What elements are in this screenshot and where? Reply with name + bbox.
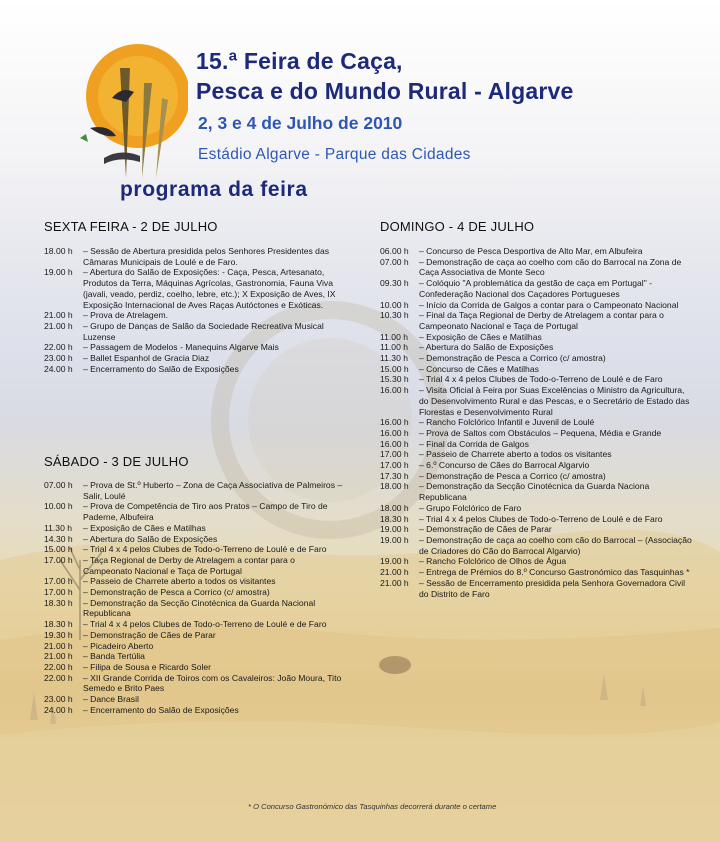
event-venue: Estádio Algarve - Parque das Cidades (198, 146, 471, 163)
event-row (380, 439, 692, 450)
event-time: 21.00 h (380, 577, 409, 588)
event-description: – Entrega de Prémios do 8.º Concurso Gastronómico das Tasquinhas * (419, 567, 690, 578)
event-description: – Grupo Folclórico de Faro (419, 502, 522, 513)
event-row (380, 417, 692, 428)
event-description: – Prova de St.º Huberto – Zona de Caça Associativa de Palmeiros – Salir, Loulé (83, 480, 343, 501)
event-row (44, 576, 344, 587)
event-time: 17.00 h (380, 449, 409, 460)
event-row (44, 598, 344, 619)
friday-heading: SEXTA FEIRA - 2 DE JULHO (44, 219, 218, 234)
event-row (44, 501, 344, 522)
event-row (380, 524, 692, 535)
event-row (44, 651, 344, 662)
event-time: 18.30 h (380, 513, 409, 524)
event-time: 16.00 h (380, 427, 409, 438)
event-description: – Demonstração de Pesca a Corrico (c/ amostra) (419, 353, 606, 364)
event-time: 10.30 h (380, 310, 409, 321)
event-row (380, 332, 692, 343)
event-description: – Concurso de Pesca Desportiva de Alto Mar, em Albufeira (419, 246, 643, 256)
event-description: – Visita Oficial à Feira por Suas Excelências o Ministro da Agricultura, do Desenvolvimento Rural e das Pescas, e o Secretário de Estado das Florestas e Desenvolvimento Rural (419, 385, 690, 417)
event-row (44, 630, 344, 641)
event-time: 16.00 h (380, 385, 409, 396)
event-row (44, 342, 344, 353)
event-row (44, 480, 344, 501)
event-row (44, 619, 344, 630)
event-description: – Prova de Competência de Tiro aos Pratos – Campo de Tiro de Paderne, Albufeira (83, 501, 328, 523)
event-time: 07.00 h (44, 480, 73, 490)
event-description: – Final da Corrida de Galgos (419, 438, 529, 449)
event-row (44, 555, 344, 576)
event-row (380, 556, 692, 567)
event-time: 21.00 h (44, 640, 73, 651)
event-description: – Demonstração de Cães de Parar (419, 524, 552, 535)
event-description: – Final da Taça Regional de Derby de Atrelagem a contar para o Campeonato Nacional e Taça de Portugal (419, 310, 664, 331)
event-time: 19.00 h (380, 534, 409, 545)
event-time: 21.00 h (44, 651, 73, 662)
event-description: – Ballet Espanhol de Gracia Diaz (83, 353, 210, 364)
event-row (380, 342, 692, 353)
event-description: – Passeio de Charrete aberto a todos os visitantes (83, 576, 276, 587)
event-description: – Abertura do Salão de Exposições: - Caça, Pesca, Artesanato, Produtos da Terra, Máquinas Agrícolas, Gastronomia, Fauna Viva (javali, veado, perdiz, coelho, lebre, etc.); X Exposição de Aves, IX Exposição Internacional de Aves Raças Autóctones e Exóticas. (83, 267, 336, 310)
event-time: 24.00 h (44, 363, 73, 374)
event-time: 14.30 h (44, 533, 73, 544)
event-time: 11.30 h (44, 522, 73, 533)
event-description: – Taça Regional de Derby de Atrelagem a contar para o Campeonato Nacional e Taça de Portugal (83, 554, 295, 576)
event-time: 24.00 h (44, 704, 73, 715)
event-description: – Grupo de Danças de Salão da Sociedade Recreativa Musical Luzense (83, 320, 324, 342)
fair-title (196, 46, 573, 106)
event-time: 23.00 h (44, 353, 73, 364)
event-row (44, 353, 344, 364)
event-description: – Banda Tertúlia (83, 651, 145, 662)
event-description: – Exposição de Cães e Matilhas (419, 331, 542, 342)
event-row (380, 385, 692, 417)
event-time: 18.00 h (380, 502, 409, 513)
event-row (380, 514, 692, 525)
event-description: – Abertura do Salão de Exposições (83, 533, 218, 544)
event-description: – Sessão de Abertura presidida pelos Senhores Presidentes das Câmaras Municipais de Loulé e de Faro. (83, 246, 330, 267)
event-time: 19.00 h (44, 267, 73, 278)
event-time: 21.00 h (380, 567, 409, 578)
event-description: – XII Grande Corrida de Toiros com os Cavaleiros: João Moura, Tito Semedo e Brito Paes (83, 672, 342, 694)
event-time: 17.00 h (44, 576, 73, 587)
event-description: – Demonstração de Pesca a Corrico (c/ amostra) (419, 470, 606, 481)
event-time: 21.00 h (44, 310, 73, 321)
event-time: 22.00 h (44, 661, 73, 672)
event-description: – Abertura do Salão de Exposições (419, 342, 554, 353)
event-row (380, 471, 692, 482)
event-description: – Passagem de Modelos - Manequins Algarve Mais (83, 342, 279, 353)
event-time: 10.00 h (44, 501, 73, 512)
event-row (380, 578, 692, 599)
event-row (380, 374, 692, 385)
event-description: – Encerramento do Salão de Exposições (83, 363, 239, 374)
event-description: – Passeio de Charrete aberto a todos os visitantes (419, 449, 612, 460)
event-row (44, 364, 344, 375)
event-row (44, 310, 344, 321)
event-row (380, 481, 692, 502)
event-row (44, 694, 344, 705)
event-time: 18.30 h (44, 619, 73, 630)
event-row (44, 246, 344, 267)
event-row (380, 364, 692, 375)
event-description: – Trial 4 x 4 pelos Clubes de Todo-o-Terreno de Loulé e de Faro (83, 619, 327, 630)
event-time: 16.00 h (380, 417, 409, 428)
event-time: 22.00 h (44, 672, 73, 683)
event-row (380, 257, 692, 278)
event-description: – Trial 4 x 4 pelos Clubes de Todo-o-Terreno de Loulé e de Faro (83, 544, 327, 555)
event-description: – Demonstração de Pesca a Corrico (c/ amostra) (83, 587, 270, 598)
event-description: – Sessão de Encerramento presidida pela Senhora Governadora Civil do Distrito de Faro (419, 577, 686, 599)
event-row (44, 662, 344, 673)
event-description: – Rancho Folclórico Infantil e Juvenil de Loulé (419, 417, 595, 428)
event-description: – Início da Corrida de Galgos a contar para o Campeonato Nacional (419, 299, 679, 310)
title-line-1: 15.ª Feira de Caça, (196, 48, 403, 74)
event-dates: 2, 3 e 4 de Julho de 2010 (198, 113, 403, 133)
event-description: – Trial 4 x 4 pelos Clubes de Todo-o-Terreno de Loulé e de Faro (419, 374, 663, 385)
footnote: * O Concurso Gastronómico das Tasquinhas decorrerá durante o certame (248, 802, 497, 811)
event-row (380, 428, 692, 439)
event-time: 07.00 h (380, 256, 409, 267)
event-time: 19.00 h (380, 556, 409, 567)
event-description: – Concurso de Cães e Matilhas (419, 363, 539, 374)
event-description: – Demonstração da Secção Cinotécnica da Guarda Nacional Republicana (83, 597, 316, 619)
event-description: – Picadeiro Aberto (83, 640, 154, 651)
boar-silhouette-icon (379, 656, 411, 674)
event-row (380, 535, 692, 556)
event-time: 18.00 h (380, 481, 409, 492)
event-row (44, 673, 344, 694)
event-time: 11.30 h (380, 353, 409, 364)
event-time: 06.00 h (380, 246, 409, 256)
event-row (44, 534, 344, 545)
event-row (380, 310, 692, 331)
event-row (44, 705, 344, 716)
event-row (44, 523, 344, 534)
event-description: – Demonstração de caça ao coelho com cão do Barrocal na Zona de Caça Associativa de Monte Seco (419, 256, 682, 278)
event-row (380, 278, 692, 299)
event-row (44, 321, 344, 342)
event-time: 19.00 h (380, 524, 409, 535)
event-description: – Colóquio "A problemática da gestão de caça em Portugal" - Confederação Nacional dos Caçadores Portugueses (419, 278, 653, 299)
event-time: 16.00 h (380, 438, 409, 449)
event-row (44, 587, 344, 598)
saturday-event-list (44, 480, 344, 715)
event-description: – Trial 4 x 4 pelos Clubes de Todo-o-Terreno de Loulé e de Faro (419, 513, 663, 524)
event-time: 15.00 h (380, 363, 409, 374)
friday-event-list (44, 246, 344, 374)
event-row (380, 567, 692, 578)
event-description: – Demonstração de caça ao coelho com cão do Barrocal – (Associação de Criadores do Cão do Barrocal Algarvio) (419, 534, 692, 556)
event-description: – Encerramento do Salão de Exposições (83, 704, 239, 715)
event-time: 23.00 h (44, 694, 73, 705)
event-row (380, 460, 692, 471)
event-row (44, 544, 344, 555)
event-description: – Dance Brasil (83, 694, 139, 705)
event-time: 17.00 h (44, 554, 73, 565)
event-description: – 6.º Concurso de Cães do Barrocal Algarvio (419, 460, 590, 471)
event-time: 15.00 h (44, 544, 73, 555)
event-description: – Filipa de Sousa e Ricardo Soler (83, 661, 212, 672)
event-time: 10.00 h (380, 299, 409, 310)
event-description: – Prova de Saltos com Obstáculos – Pequena, Média e Grande (419, 427, 662, 438)
event-row (380, 353, 692, 364)
event-description: – Prova de Atrelagem. (83, 310, 169, 321)
event-time: 11.00 h (380, 342, 409, 353)
event-row (380, 449, 692, 460)
event-row (380, 246, 692, 257)
event-row (380, 300, 692, 311)
event-description: – Exposição de Cães e Matilhas (83, 522, 206, 533)
sunday-event-list (380, 246, 692, 599)
field-band-near (0, 721, 720, 842)
event-time: 09.30 h (380, 278, 409, 289)
event-time: 17.30 h (380, 470, 409, 481)
title-line-2: Pesca e do Mundo Rural - Algarve (196, 78, 574, 104)
event-time: 17.00 h (380, 460, 409, 471)
programme-heading: programa da feira (120, 178, 308, 201)
event-description: – Rancho Folclórico de Olhos de Água (419, 556, 567, 567)
event-row (380, 503, 692, 514)
event-row (44, 641, 344, 652)
event-row (44, 267, 344, 310)
saturday-heading: SÁBADO - 3 DE JULHO (44, 454, 189, 469)
event-time: 11.00 h (380, 331, 409, 342)
event-time: 22.00 h (44, 342, 73, 353)
event-description: – Demonstração de Cães de Parar (83, 629, 216, 640)
event-time: 15.30 h (380, 374, 409, 385)
event-description: – Demonstração da Secção Cinotécnica da Guarda Naciona Republicana (419, 481, 650, 503)
event-time: 17.00 h (44, 587, 73, 598)
event-time: 21.00 h (44, 320, 73, 331)
sunday-heading: DOMINGO - 4 DE JULHO (380, 219, 535, 234)
event-time: 18.30 h (44, 597, 73, 608)
bird-reed-emblem-icon (60, 28, 188, 178)
event-time: 18.00 h (44, 246, 73, 256)
event-time: 19.30 h (44, 629, 73, 640)
